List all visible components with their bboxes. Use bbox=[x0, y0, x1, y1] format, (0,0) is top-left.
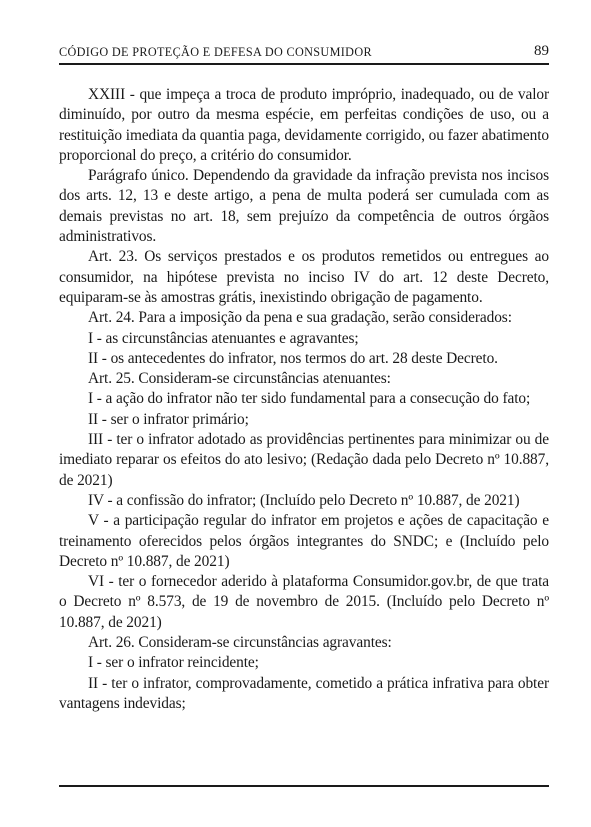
paragraph-art-24-inciso-ii: II - os antecedentes do infrator, nos termos do art. 28 deste Decreto. bbox=[88, 349, 498, 367]
paragraph-paragrafo-unico: Parágrafo único. Dependendo da gravidade da infração prevista nos incisos dos arts. 12, 13 e deste artigo, a pena de multa poderá ser cumulada com as demais previstas no art. 18, sem prejuízo da competência de outros órgãos administrativos. bbox=[59, 167, 549, 246]
paragraph-art-25: Art. 25. Consideram-se circunstâncias atenuantes: bbox=[88, 370, 391, 388]
paragraph-art-24: Art. 24. Para a imposição da pena e sua gradação, serão considerados: bbox=[88, 309, 512, 327]
paragraph-art-25-inciso-ii: II - ser o infrator primário; bbox=[88, 410, 249, 428]
page-body bbox=[59, 85, 549, 714]
paragraph-art-26: Art. 26. Consideram-se circunstâncias agravantes: bbox=[88, 634, 392, 652]
paragraph-art-24-inciso-i: I - as circunstâncias atenuantes e agravantes; bbox=[88, 329, 359, 347]
paragraph-art-25-inciso-v: V - a participação regular do infrator em projetos e ações de capacitação e treinamento oferecidos pelos órgãos integrantes do SNDC; e (Incluído pelo Decreto nº 10.887, de 2021) bbox=[59, 512, 549, 570]
footer-rule bbox=[59, 785, 549, 787]
book-page bbox=[59, 38, 549, 714]
paragraph-art-25-inciso-vi: VI - ter o fornecedor aderido à plataforma Consumidor.gov.br, de que trata o Decreto nº 8.573, de 19 de novembro de 2015. (Incluído pelo Decreto nº 10.887, de 2021) bbox=[59, 573, 549, 631]
paragraph-art-25-inciso-iii: III - ter o infrator adotado as providências pertinentes para minimizar ou de imediato reparar os efeitos do ato lesivo; (Redação dada pelo Decreto nº 10.887, de 2021) bbox=[59, 431, 549, 489]
page-number: 89 bbox=[534, 43, 549, 59]
header-title: CÓDIGO DE PROTEÇÃO E DEFESA DO CONSUMIDOR bbox=[59, 45, 372, 59]
paragraph-art-26-inciso-ii: II - ter o infrator, comprovadamente, cometido a prática infrativa para obter vantagens indevidas; bbox=[59, 674, 549, 712]
paragraph-art-23: Art. 23. Os serviços prestados e os produtos remetidos ou entregues ao consumidor, na hipótese prevista no inciso IV do art. 12 deste Decreto, equiparam-se às amostras grátis, inexistindo obrigação de pagamento. bbox=[59, 248, 549, 306]
paragraph-art-25-inciso-i: I - a ação do infrator não ter sido fundamental para a consecução do fato; bbox=[88, 390, 531, 408]
paragraph-art-26-inciso-i: I - ser o infrator reincidente; bbox=[88, 654, 259, 672]
paragraph-art-25-inciso-iv: IV - a confissão do infrator; (Incluído pelo Decreto nº 10.887, de 2021) bbox=[88, 491, 520, 509]
running-header bbox=[59, 38, 549, 65]
paragraph-inciso-xxiii: XXIII - que impeça a troca de produto impróprio, inadequado, ou de valor diminuído, por outro da mesma espécie, em perfeitas condições de uso, ou a restituição imediata da quantia paga, devidamente corrigido, ou fazer abatimento proporcional do preço, a critério do consumidor. bbox=[59, 86, 549, 164]
